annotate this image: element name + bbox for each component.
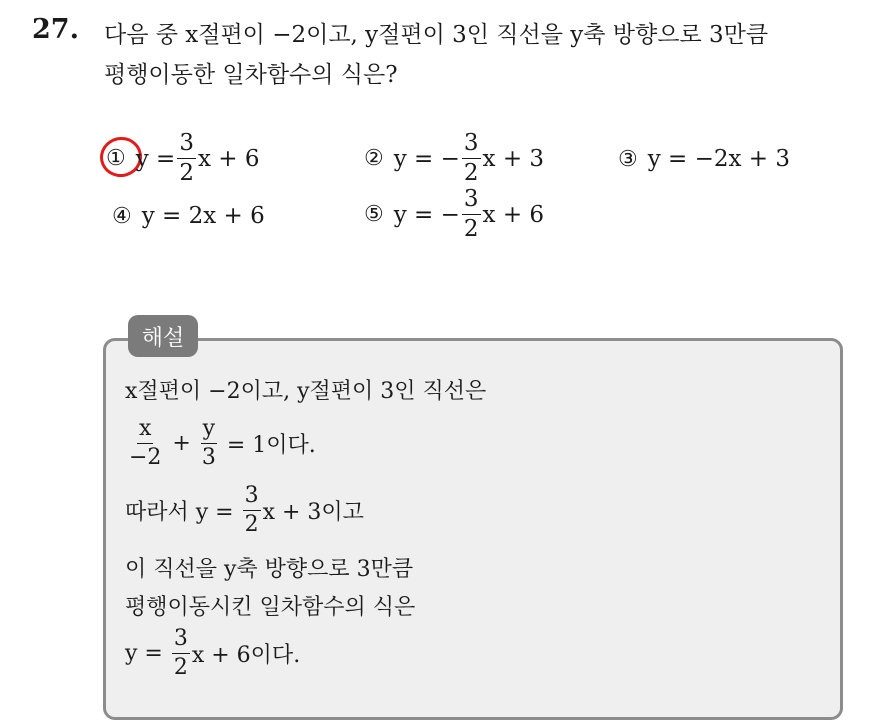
option-text: y = [135, 145, 176, 172]
option-text: y = 2x + 6 [141, 203, 265, 229]
explanation-line2 [125, 418, 316, 469]
option-number: ③ [618, 146, 638, 172]
explanation-line3 [125, 485, 364, 536]
option-text: y = − [393, 145, 460, 172]
option-text: y = −2x + 3 [647, 146, 791, 172]
fraction [172, 628, 190, 679]
fraction-denominator: 3 [201, 445, 216, 470]
fraction-numerator: 3 [243, 485, 261, 511]
fraction-numerator: x [137, 418, 153, 444]
text: x + 6이다. [191, 643, 301, 668]
fraction-denominator: 2 [463, 216, 479, 242]
fraction-numerator: 3 [177, 132, 196, 159]
option-2[interactable] [364, 132, 544, 185]
question-text-line2: 평행이동한 일차함수의 식은? [104, 62, 398, 88]
fraction [462, 132, 481, 185]
option-text: x + 3 [482, 145, 545, 172]
option-text: y = − [393, 201, 460, 228]
plus-sign: + [165, 431, 198, 456]
question-text-line1: 다음 중 x절편이 −2이고, y절편이 3인 직선을 y축 방향으로 3만큼 [104, 22, 769, 48]
fraction-numerator: 3 [172, 628, 190, 654]
option-5[interactable] [364, 188, 544, 241]
equation-rest: = 1이다. [219, 433, 316, 458]
option-text: x + 6 [482, 201, 545, 228]
question-number: 27. [32, 14, 79, 45]
option-text: x + 6 [197, 145, 260, 172]
explanation-line5: 평행이동시킨 일차함수의 식은 [125, 595, 416, 620]
option-1[interactable] [106, 132, 259, 185]
fraction [127, 418, 163, 469]
text: y = [125, 641, 170, 666]
fraction-numerator: 3 [462, 188, 481, 215]
fraction-denominator: −2 [129, 445, 162, 470]
fraction [177, 132, 196, 185]
fraction-denominator: 2 [173, 655, 188, 680]
fraction [200, 418, 218, 469]
option-number: ④ [112, 203, 132, 229]
fraction [462, 188, 481, 241]
explanation-line1: x절편이 −2이고, y절편이 3인 직선은 [125, 379, 487, 404]
text: 따라서 y = [125, 500, 241, 525]
option-3[interactable] [618, 146, 790, 172]
option-number: ① [106, 146, 126, 171]
fraction-denominator: 2 [244, 512, 259, 537]
text: x + 3이고 [262, 500, 364, 525]
option-4[interactable] [112, 203, 265, 229]
fraction-denominator: 2 [463, 160, 479, 186]
explanation-line4: 이 직선을 y축 방향으로 3만큼 [125, 557, 414, 582]
explanation-line6 [125, 628, 300, 679]
option-number: ⑤ [364, 202, 384, 227]
fraction-denominator: 2 [179, 160, 194, 186]
explanation-tag: 해설 [128, 315, 198, 357]
fraction-numerator: y [201, 418, 217, 444]
fraction [243, 485, 261, 536]
option-number: ② [364, 146, 384, 171]
fraction-numerator: 3 [462, 132, 481, 159]
